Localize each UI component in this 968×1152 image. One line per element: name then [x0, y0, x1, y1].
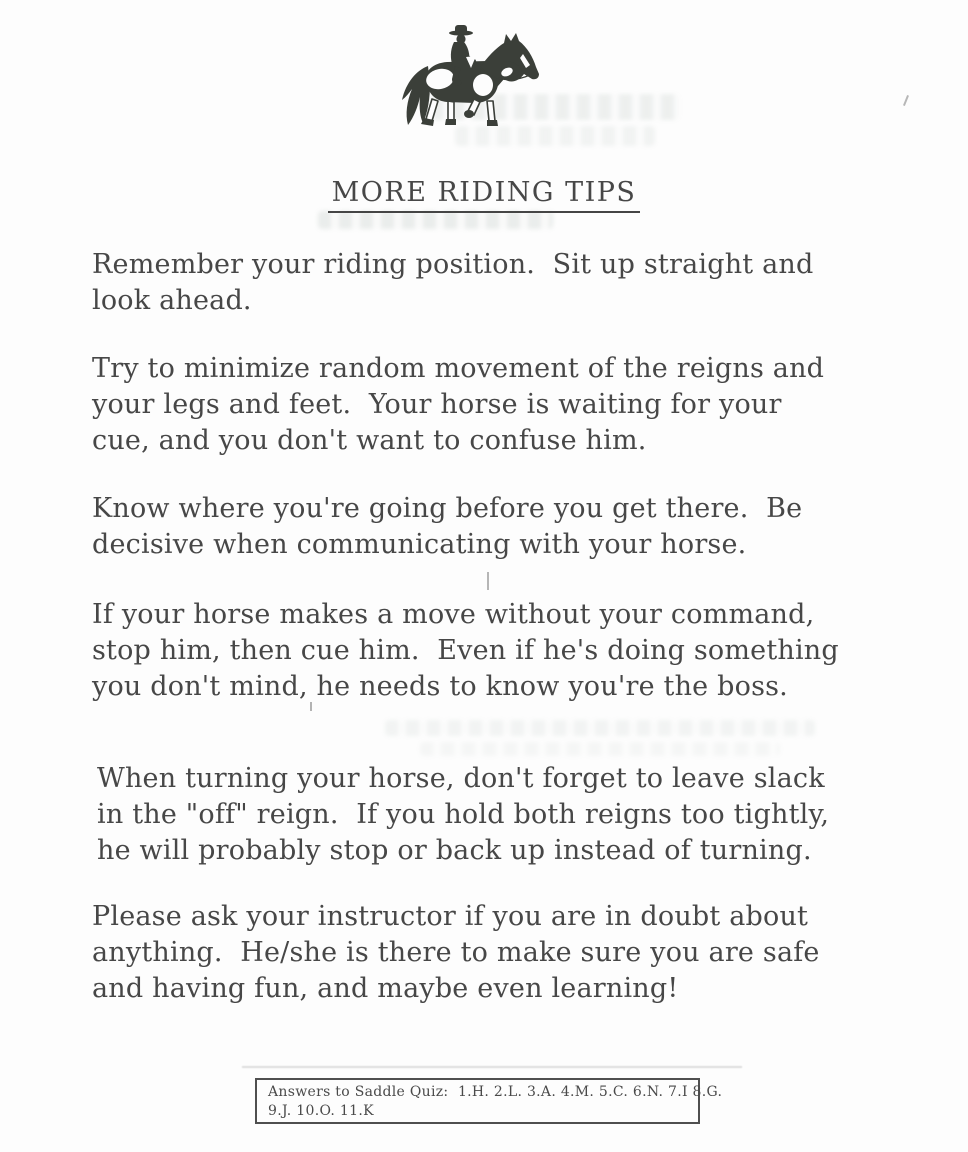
tip-paragraph [92, 491, 882, 563]
bleed-through-smudge [420, 742, 780, 756]
text-line: your legs and feet. Your horse is waiting for your [92, 389, 782, 420]
text-line: If your horse makes a move without your command, [92, 599, 815, 630]
text-line: you don't mind, he needs to know you're the boss. [92, 671, 788, 702]
page-title-text: MORE RIDING TIPS [328, 177, 641, 213]
tip-paragraph [97, 761, 887, 869]
text-line: he will probably stop or back up instead of turning. [97, 835, 812, 866]
text-line: stop him, then cue him. Even if he's doing something [92, 635, 839, 666]
horse-and-rider-icon [395, 22, 543, 144]
bleed-through-smudge [318, 211, 553, 229]
text-line: Please ask your instructor if you are in doubt about [92, 901, 809, 932]
bleed-through-smudge [385, 720, 815, 736]
text-line: cue, and you don't want to confuse him. [92, 425, 647, 456]
tip-paragraph [92, 899, 882, 1007]
tip-paragraph [92, 247, 882, 319]
text-line: Try to minimize random movement of the reigns and [92, 353, 825, 384]
text-line: in the "off" reign. If you hold both reigns too tightly, [97, 799, 830, 830]
tip-paragraph [92, 597, 882, 705]
text-line: look ahead. [92, 285, 252, 316]
bleed-through-line [242, 1066, 742, 1068]
text-line: Know where you're going before you get there. Be [92, 493, 803, 524]
answers-box [255, 1078, 723, 1124]
answers-line: 9.J. 10.O. 11.K [268, 1103, 374, 1119]
answers-line: Answers to Saddle Quiz: 1.H. 2.L. 3.A. 4.M. 5.C. 6.N. 7.I 8.G. [268, 1084, 723, 1100]
text-line: When turning your horse, don't forget to leave slack [97, 763, 825, 794]
scan-speck [903, 95, 909, 106]
text-line: anything. He/she is there to make sure you are safe [92, 937, 820, 968]
text-line: decisive when communicating with your horse. [92, 529, 747, 560]
scan-crease-mark [487, 572, 489, 590]
page-title [0, 177, 968, 213]
text-line: Remember your riding position. Sit up straight and [92, 249, 814, 280]
tip-paragraph [92, 351, 882, 459]
text-line: and having fun, and maybe even learning! [92, 973, 679, 1004]
